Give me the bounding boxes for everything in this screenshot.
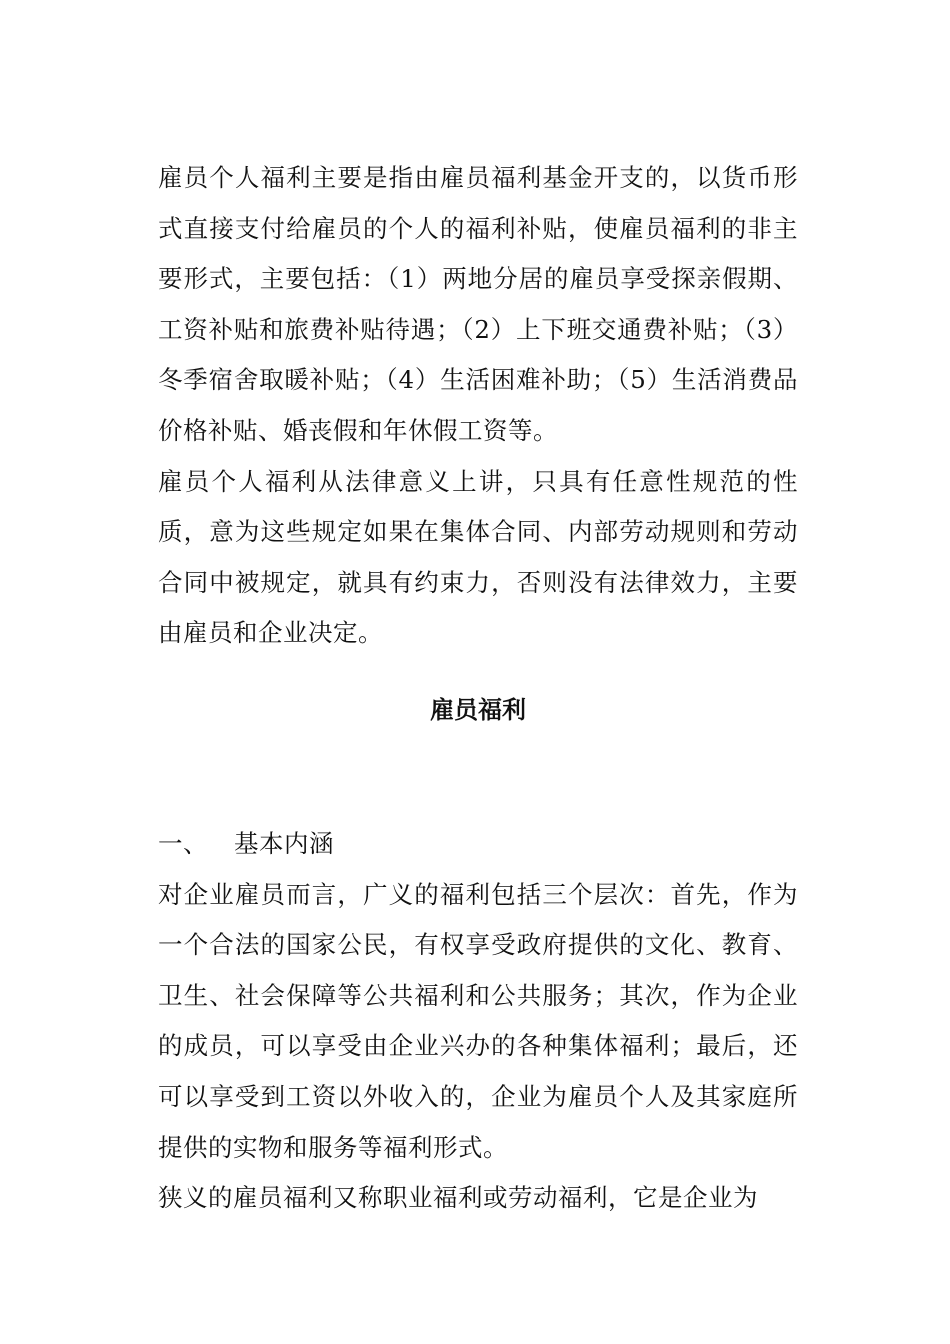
paragraph-legal-meaning: 雇员个人福利从法律意义上讲，只具有任意性规范的性质，意为这些规定如果在集体合同、内部劳动规则和劳动合同中被规定，就具有约束力，否则没有法律效力，主要由雇员和企业决定。: [158, 466, 798, 648]
paragraph-individual-welfare: 雇员个人福利主要是指由雇员福利基金开支的，以货币形式直接支付给雇员的个人的福利补贴，使雇员福利的非主要形式，主要包括：（1）两地分居的雇员享受探亲假期、工资补贴和旅费补贴待遇；（2）上下班交通费补贴；（3）冬季宿舍取暖补贴；（4）生活困难补助；（5）生活消费品价格补贴、婚丧假和年休假工资等。: [158, 163, 798, 445]
document-body: [158, 153, 798, 1224]
section-title: 雇员福利: [430, 695, 526, 724]
paragraph-narrow-welfare: 狭义的雇员福利又称职业福利或劳动福利，它是企业为: [158, 1183, 758, 1213]
paragraph-broad-welfare: 对企业雇员而言，广义的福利包括三个层次：首先，作为一个合法的国家公民，有权享受政府提供的文化、教育、卫生、社会保障等公共福利和公共服务；其次，作为企业的成员，可以享受由企业兴办的各种集体福利；最后，还可以享受到工资以外收入的，企业为雇员个人及其家庭所提供的实物和服务等福利形式。: [158, 879, 798, 1162]
heading-text: 基本内涵: [234, 828, 334, 858]
heading-number: 一、: [158, 828, 208, 858]
section-heading: [158, 819, 798, 870]
